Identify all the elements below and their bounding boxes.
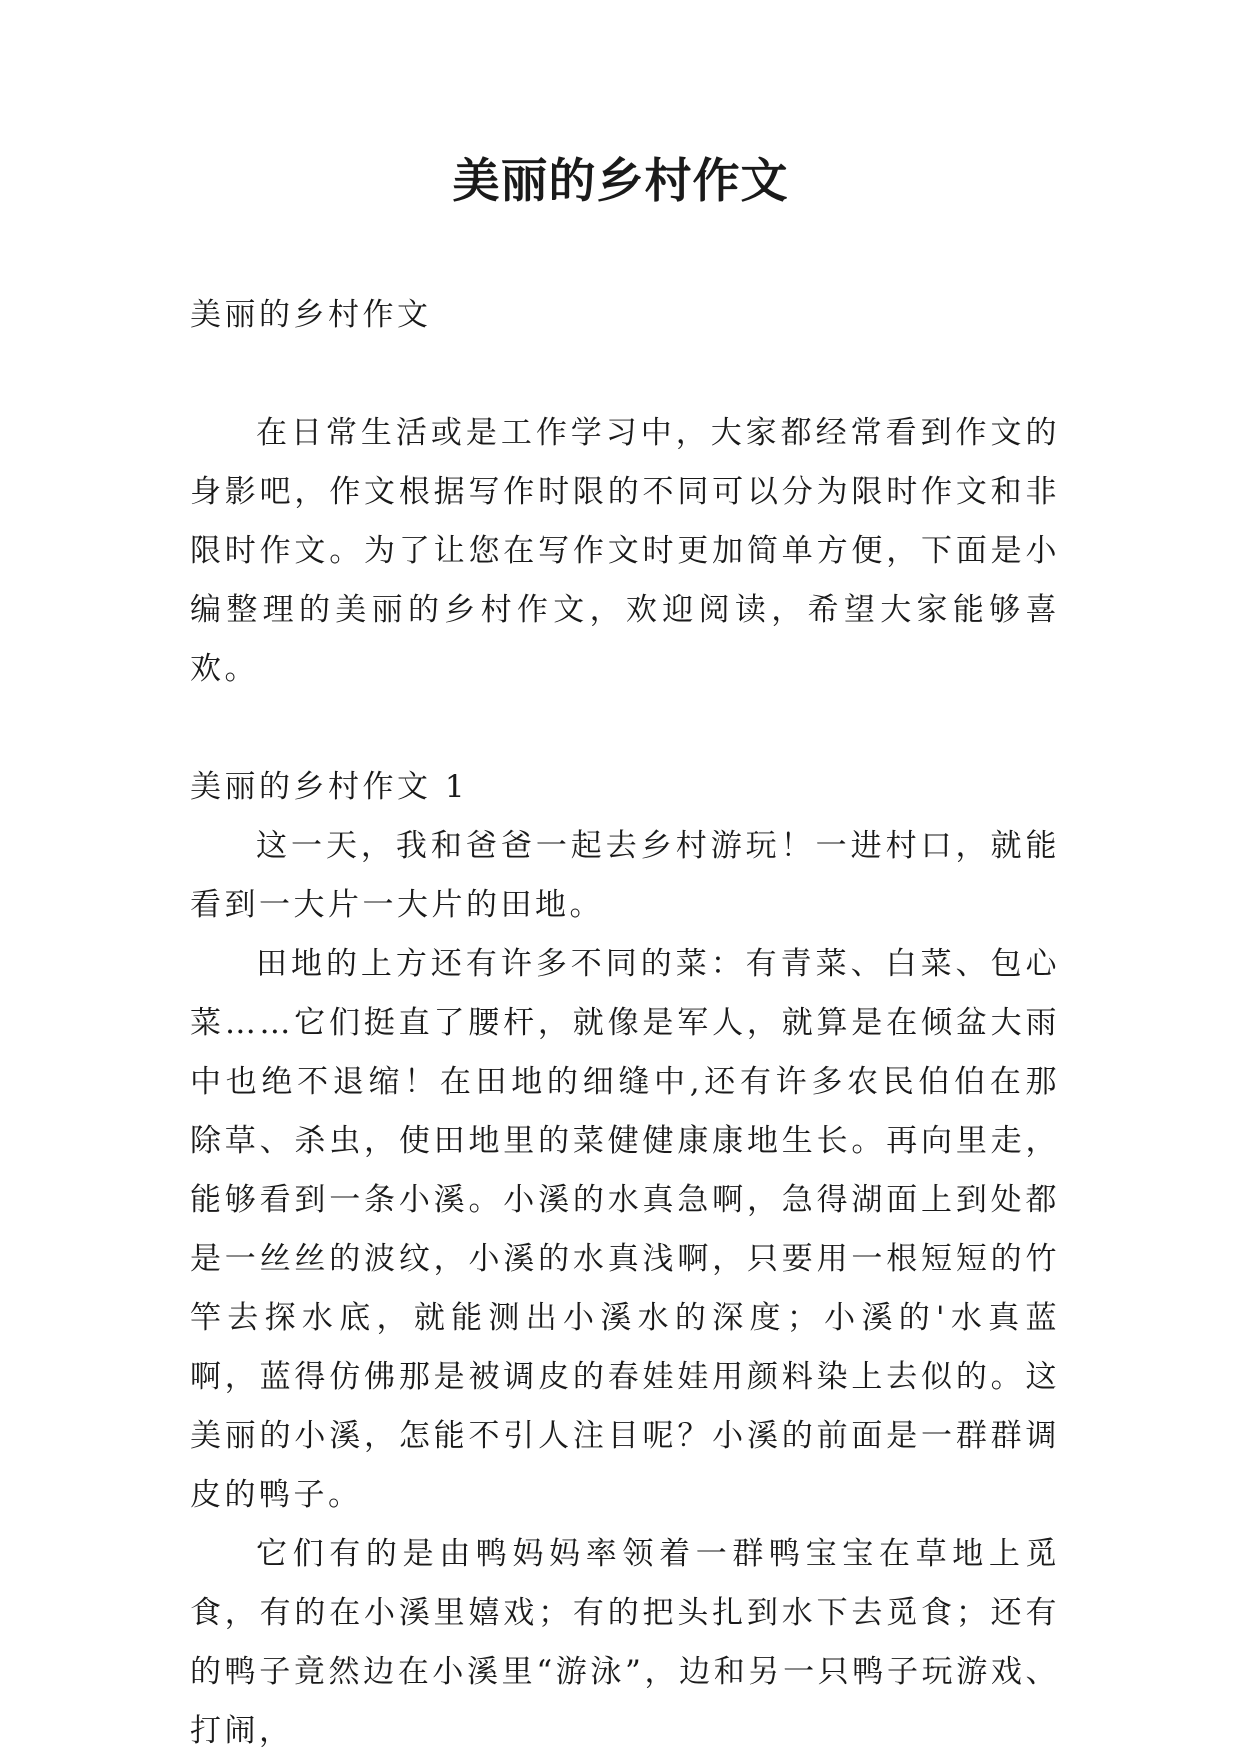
document-title: 美丽的乡村作文 xyxy=(452,154,789,209)
document-body xyxy=(190,286,1060,1761)
document-subtitle: 美丽的乡村作文 xyxy=(190,297,432,333)
section-heading: 美丽的乡村作文 1 xyxy=(190,769,469,805)
intro-paragraph: 在日常生活或是工作学习中，大家都经常看到作文的身影吧，作文根据写作时限的不同可以分为限时作文和非限时作文。为了让您在写作文时更加简单方便，下面是小编整理的美丽的乡村作文，欢迎阅读，希望大家能够喜欢。 xyxy=(190,415,1060,687)
body-paragraph: 它们有的是由鸭妈妈率领着一群鸭宝宝在草地上觅食，有的在小溪里嬉戏；有的把头扎到水下去觅食；还有的鸭子竟然边在小溪里“游泳”，边和另一只鸭子玩游戏、打闹， xyxy=(190,1536,1060,1749)
body-paragraph: 这一天，我和爸爸一起去乡村游玩！一进村口，就能看到一大片一大片的田地。 xyxy=(190,828,1060,923)
body-paragraph: 田地的上方还有许多不同的菜：有青菜、白菜、包心菜……它们挺直了腰杆，就像是军人，就算是在倾盆大雨中也绝不退缩！在田地的细缝中,还有许多农民伯伯在那除草、杀虫，使田地里的菜健健康康地生长。再向里走，能够看到一条小溪。小溪的水真急啊，急得湖面上到处都是一丝丝的波纹，小溪的水真浅啊，只要用一根短短的竹竿去探水底，就能测出小溪水的深度；小溪的'水真蓝啊，蓝得仿佛那是被调皮的春娃娃用颜料染上去似的。这美丽的小溪，怎能不引人注目呢？小溪的前面是一群群调皮的鸭子。 xyxy=(190,946,1060,1513)
